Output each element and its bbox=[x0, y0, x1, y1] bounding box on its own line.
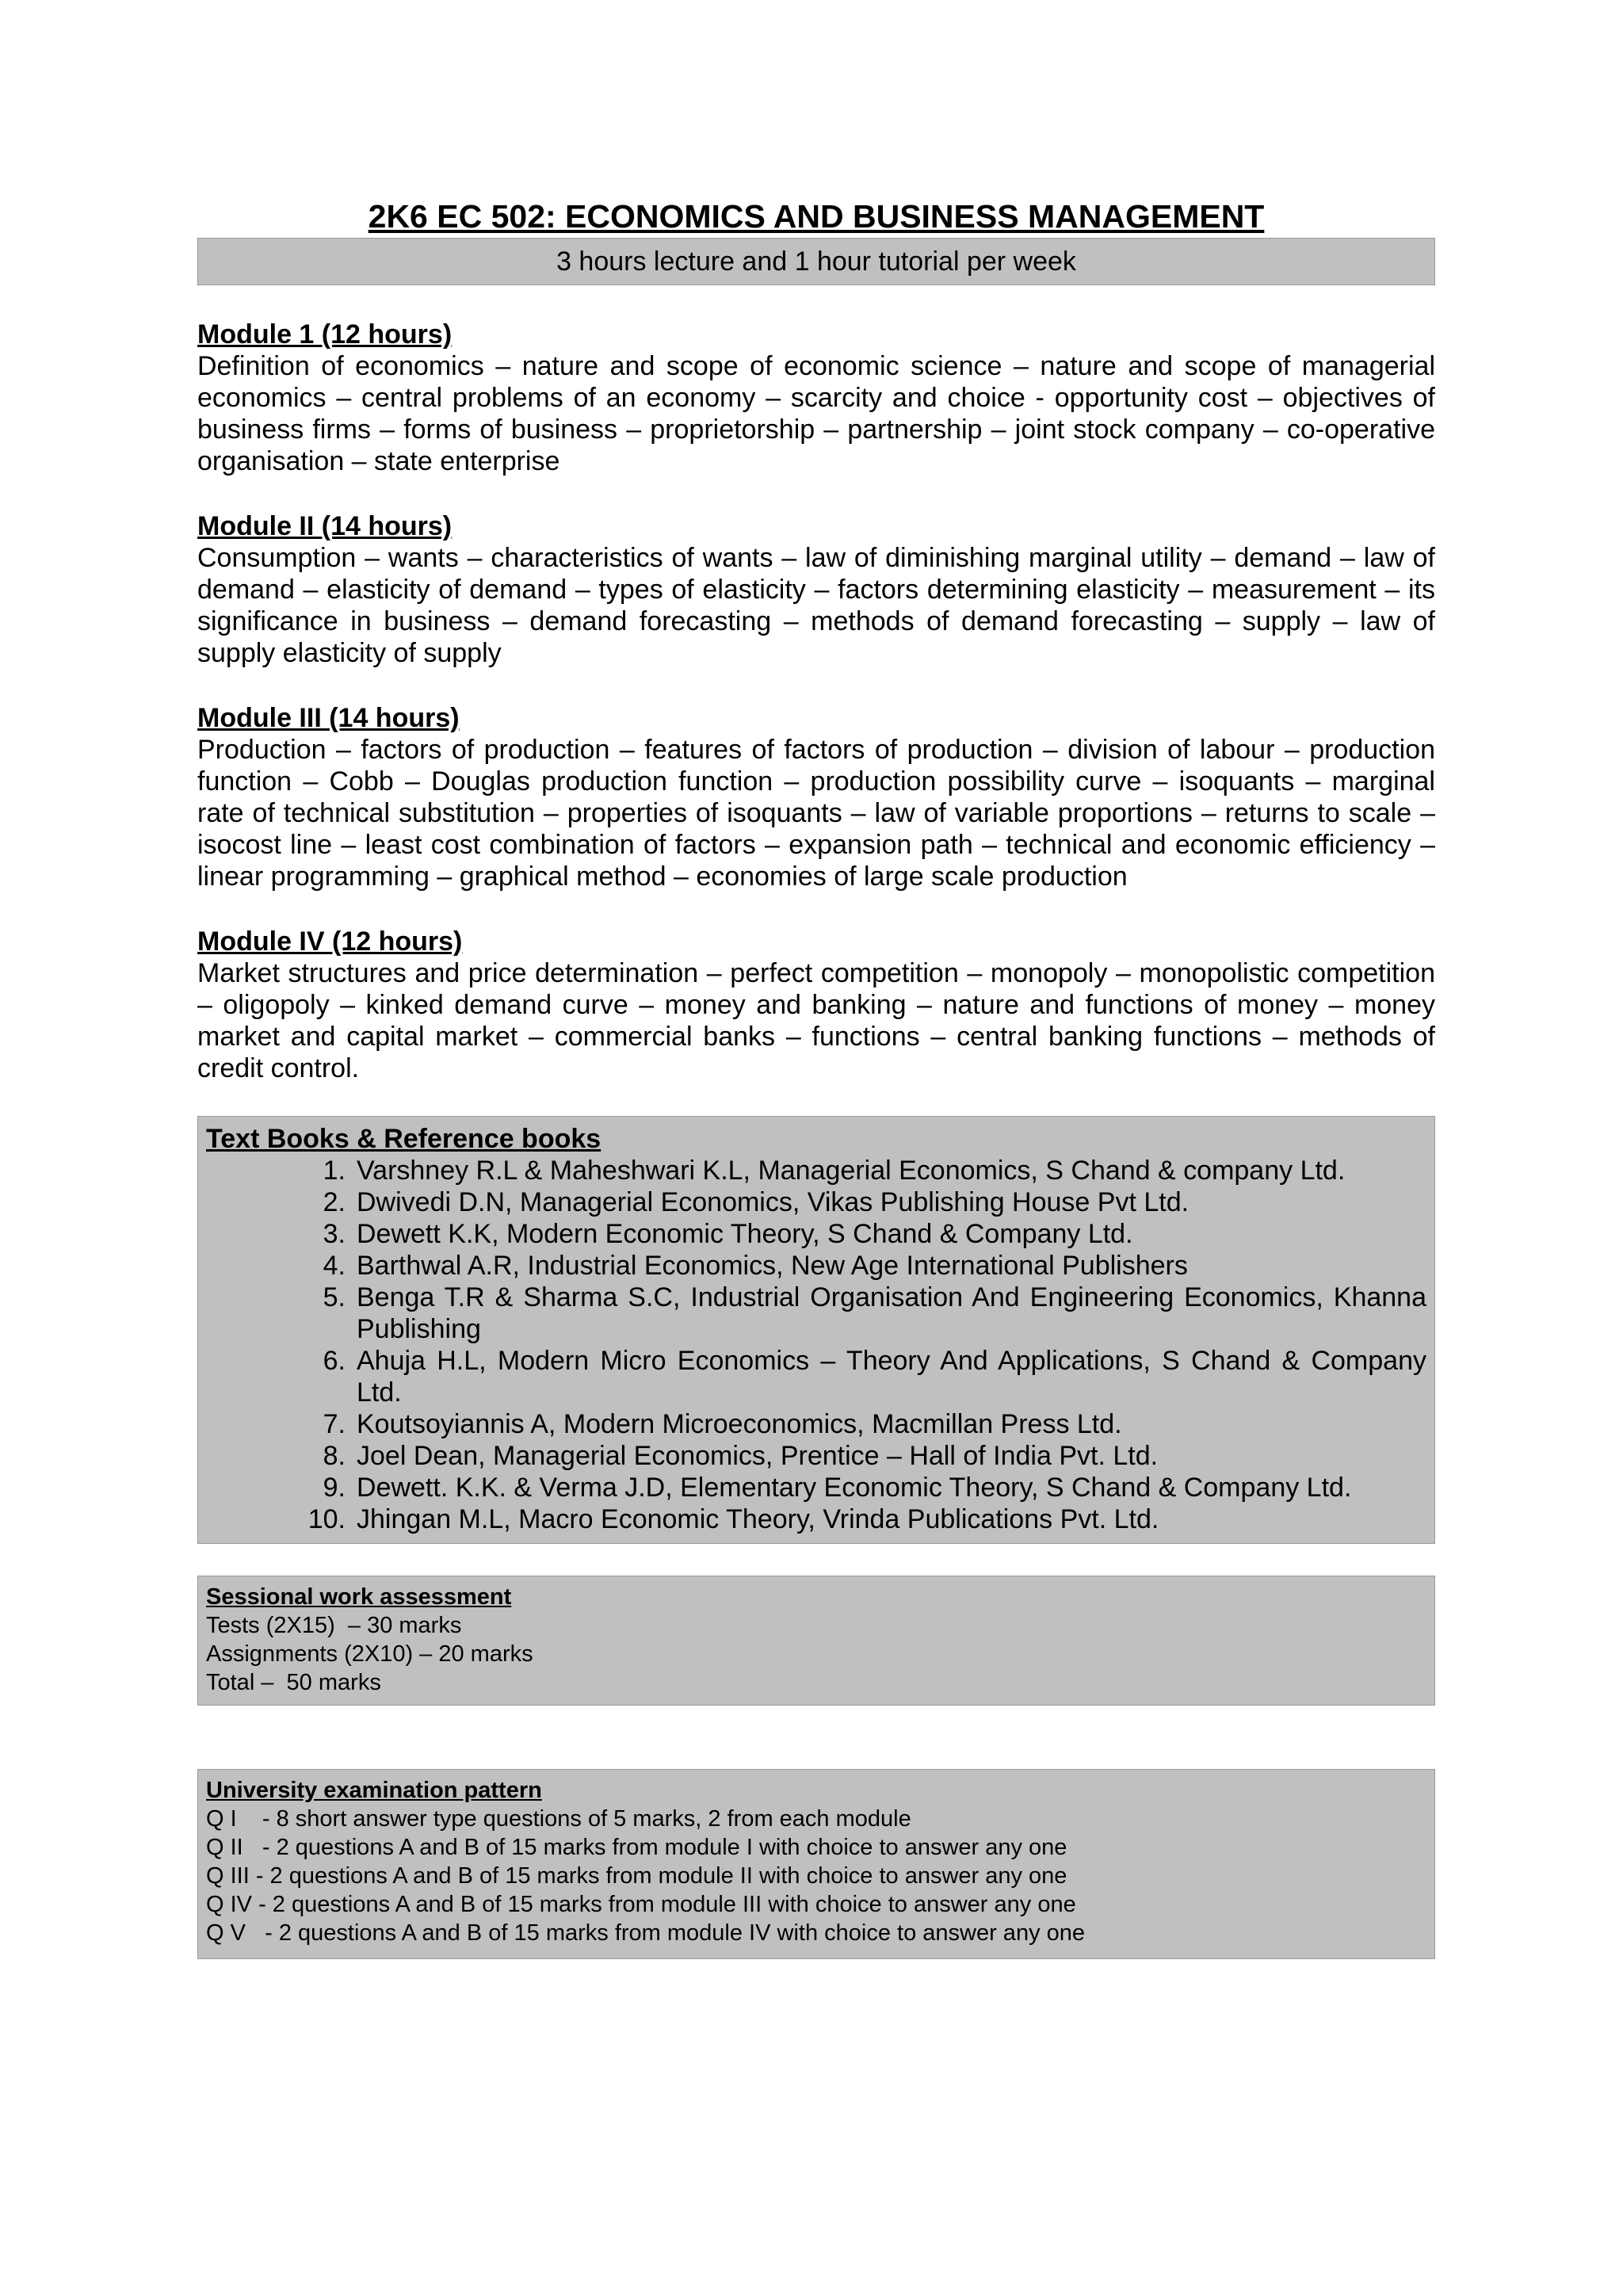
module-4 bbox=[197, 926, 1435, 1084]
module-3 bbox=[197, 702, 1435, 892]
list-text: Varshney R.L & Maheshwari K.L, Managerial Economics, S Chand & company Ltd. bbox=[357, 1156, 1346, 1186]
list-item bbox=[206, 1472, 1426, 1503]
list-text: Jhingan M.L, Macro Economic Theory, Vrinda Publications Pvt. Ltd. bbox=[357, 1504, 1159, 1534]
course-hours-banner: 3 hours lecture and 1 hour tutorial per week bbox=[197, 238, 1435, 285]
exam-line: Q V - 2 questions A and B of 15 marks from module IV with choice to answer any one bbox=[206, 1920, 1086, 1946]
list-number: 9. bbox=[323, 1473, 346, 1503]
exam-line: Q II - 2 questions A and B of 15 marks from module I with choice to answer any one bbox=[206, 1835, 1067, 1860]
list-number: 5. bbox=[323, 1282, 346, 1312]
list-item bbox=[206, 1440, 1426, 1472]
list-number: 1. bbox=[323, 1156, 346, 1186]
module-body: Market structures and price determination – perfect competition – monopoly – monopolistic competition – oligopoly – kinked demand curve – money and banking – nature and functions of money – money market and capital market – commercial banks – functions – central banking functions – methods of credit control. bbox=[197, 958, 1435, 1083]
list-text: Dewett K.K, Modern Economic Theory, S Chand & Company Ltd. bbox=[357, 1219, 1133, 1249]
exam-line: Q I - 8 short answer type questions of 5 marks, 2 from each module bbox=[206, 1806, 911, 1832]
list-item bbox=[206, 1250, 1426, 1282]
sessional-line: Total – 50 marks bbox=[206, 1670, 381, 1695]
sessional-line: Tests (2X15) – 30 marks bbox=[206, 1613, 462, 1638]
reference-books-list bbox=[206, 1155, 1426, 1535]
module-2 bbox=[197, 510, 1435, 669]
reference-books-heading: Text Books & Reference books bbox=[206, 1124, 601, 1154]
module-heading: Module 1 (12 hours) bbox=[197, 319, 453, 350]
sessional-line: Assignments (2X10) – 20 marks bbox=[206, 1641, 533, 1667]
list-text: Dwivedi D.N, Managerial Economics, Vikas Publishing House Pvt Ltd. bbox=[357, 1187, 1190, 1217]
list-item bbox=[206, 1503, 1426, 1535]
list-item bbox=[206, 1282, 1426, 1345]
sessional-heading: Sessional work assessment bbox=[206, 1584, 512, 1610]
exam-heading: University examination pattern bbox=[206, 1778, 542, 1803]
list-number: 10. bbox=[307, 1504, 346, 1534]
module-body: Consumption – wants – characteristics of wants – law of diminishing marginal utility – demand – law of demand – elasticity of demand – types of elasticity – factors determining elasticity – measurement – its significance in business – demand forecasting – methods of demand forecasting – supply – law of supply elasticity of supply bbox=[197, 543, 1435, 668]
exam-pattern-box bbox=[197, 1769, 1435, 1959]
list-text: Ahuja H.L, Modern Micro Economics – Theory And Applications, S Chand & Company Ltd. bbox=[357, 1346, 1426, 1408]
list-number: 3. bbox=[323, 1219, 346, 1249]
sessional-assessment-box bbox=[197, 1576, 1435, 1706]
list-item bbox=[206, 1345, 1426, 1408]
list-number: 6. bbox=[323, 1346, 346, 1376]
list-number: 4. bbox=[323, 1251, 346, 1281]
list-number: 8. bbox=[323, 1441, 346, 1471]
list-number: 2. bbox=[323, 1187, 346, 1217]
list-text: Koutsoyiannis A, Modern Microeconomics, Macmillan Press Ltd. bbox=[357, 1409, 1122, 1439]
list-text: Benga T.R & Sharma S.C, Industrial Organisation And Engineering Economics, Khanna Publishing bbox=[357, 1282, 1426, 1344]
list-text: Joel Dean, Managerial Economics, Prentice – Hall of India Pvt. Ltd. bbox=[357, 1441, 1159, 1471]
module-heading: Module II (14 hours) bbox=[197, 511, 453, 541]
list-text: Dewett. K.K. & Verma J.D, Elementary Economic Theory, S Chand & Company Ltd. bbox=[357, 1473, 1352, 1503]
module-1 bbox=[197, 319, 1435, 477]
list-item bbox=[206, 1186, 1426, 1218]
module-body: Definition of economics – nature and scope of economic science – nature and scope of managerial economics – central problems of an economy – scarcity and choice - opportunity cost – objectives of business firms – forms of business – proprietorship – partnership – joint stock company – co-operative organisation – state enterprise bbox=[197, 351, 1435, 476]
document-content bbox=[197, 195, 1435, 1959]
list-text: Barthwal A.R, Industrial Economics, New Age International Publishers bbox=[357, 1251, 1188, 1281]
list-item bbox=[206, 1218, 1426, 1250]
course-title: 2K6 EC 502: ECONOMICS AND BUSINESS MANAGEMENT bbox=[368, 198, 1265, 235]
module-body: Production – factors of production – features of factors of production – division of labour – production function – Cobb – Douglas production function – production possibility curve – isoquants – marginal rate of technical substitution – properties of isoquants – law of variable proportions – returns to scale – isocost line – least cost combination of factors – expansion path – technical and economic efficiency – linear programming – graphical method – economies of large scale production bbox=[197, 735, 1435, 892]
exam-line: Q III - 2 questions A and B of 15 marks from module II with choice to answer any one bbox=[206, 1863, 1067, 1889]
list-number: 7. bbox=[323, 1409, 346, 1439]
exam-line: Q IV - 2 questions A and B of 15 marks from module III with choice to answer any one bbox=[206, 1892, 1076, 1917]
list-item bbox=[206, 1155, 1426, 1186]
module-heading: Module III (14 hours) bbox=[197, 703, 460, 733]
list-item bbox=[206, 1408, 1426, 1440]
module-heading: Module IV (12 hours) bbox=[197, 926, 463, 957]
reference-books-box bbox=[197, 1116, 1435, 1544]
